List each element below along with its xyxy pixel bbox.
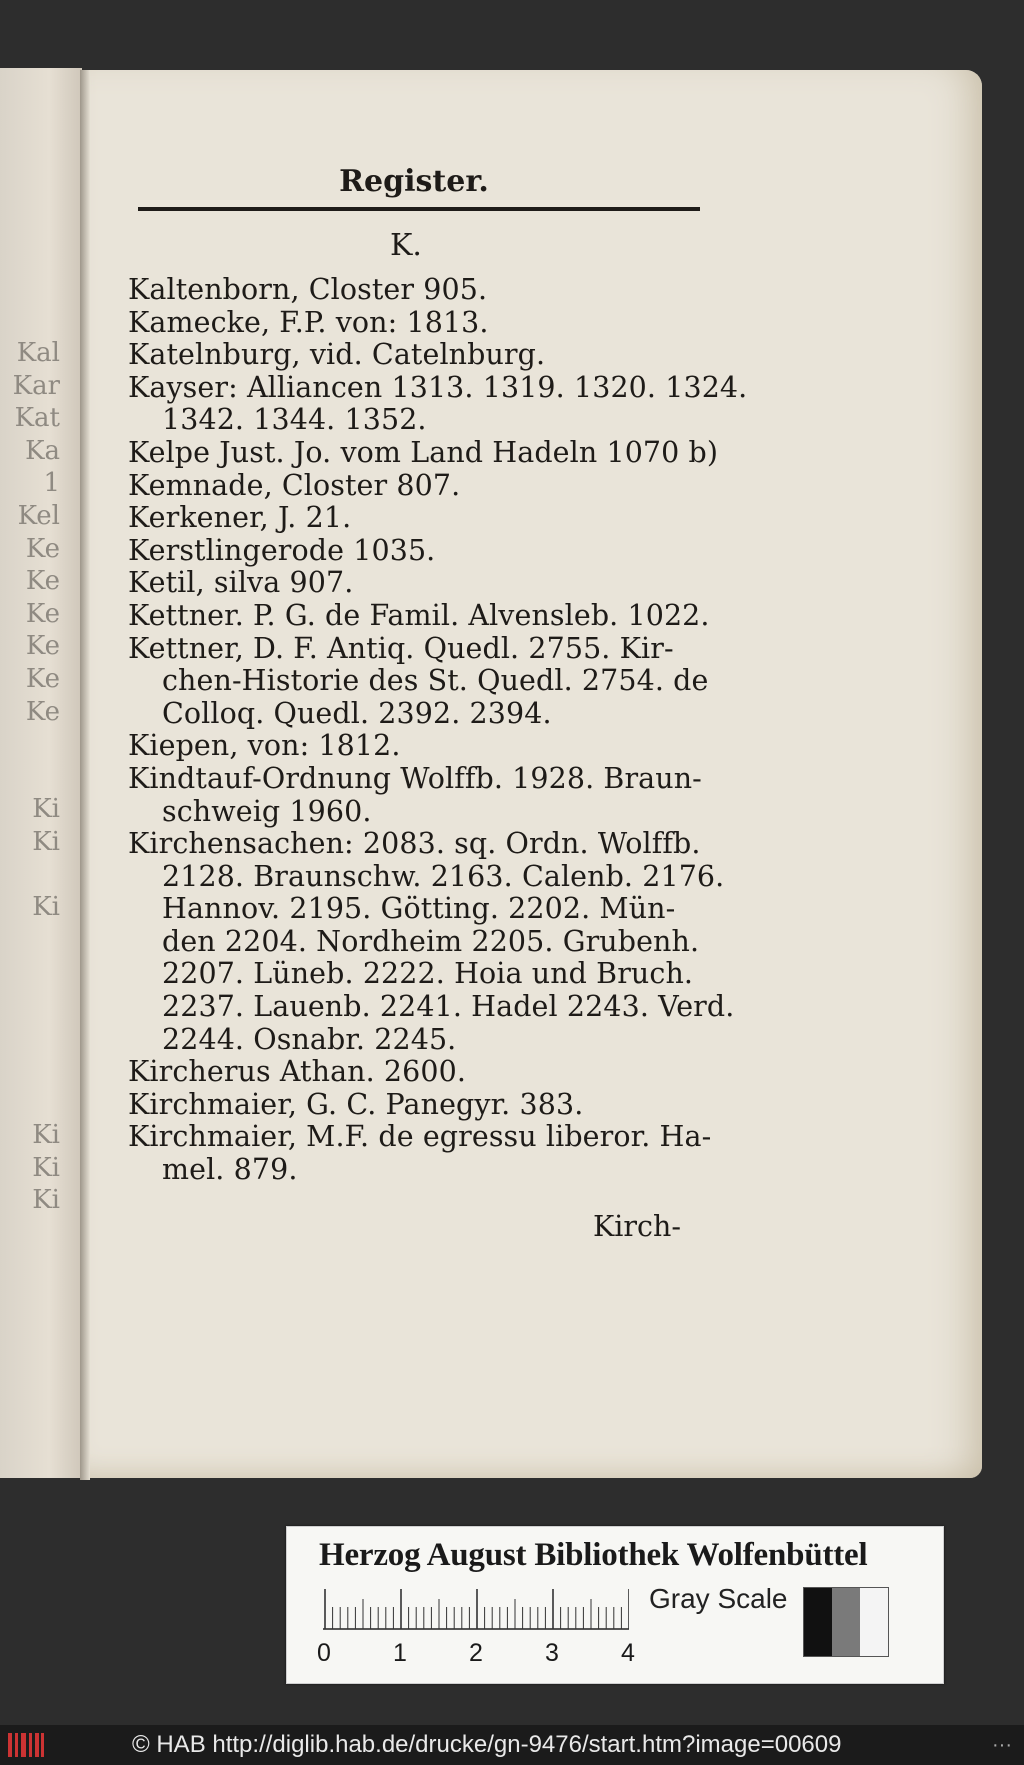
register-entry	[128, 1120, 712, 1187]
facing-page-word: Ke	[25, 663, 60, 694]
facing-page-edge	[0, 68, 82, 1478]
section-letter: K.	[390, 228, 422, 263]
ruler-number: 0	[317, 1639, 331, 1667]
register-entry	[128, 307, 708, 340]
entry-continuation-line: 2244. Osnabr. 2245.	[162, 1022, 457, 1056]
gray-swatch	[860, 1588, 888, 1656]
entry-first-line: Kelpe Just. Jo. vom Land Hadeln 1070 b)	[128, 435, 719, 469]
entry-continuation-line: 2237. Lauenb. 2241. Hadel 2243. Verd.	[162, 990, 735, 1024]
entry-first-line: Kerstlingerode 1035.	[128, 533, 436, 567]
entry-first-line: Kemnade, Closter 807.	[128, 468, 461, 502]
facing-page-word: Ke	[25, 533, 60, 564]
register-entry	[128, 435, 719, 470]
ruler-number: 4	[621, 1639, 635, 1667]
facing-page-word	[0, 1088, 60, 1121]
register-entries	[128, 273, 748, 1187]
entry-continuation-line: Colloq. Quedl. 2392. 2394.	[162, 696, 552, 730]
ruler-number: 2	[469, 1639, 483, 1667]
gray-swatch	[832, 1588, 860, 1656]
entry-first-line: Katelnburg, vid. Catelnburg.	[128, 338, 546, 372]
entry-first-line: Kiepen, von: 1812.	[128, 729, 401, 763]
entry-first-line: Kamecke, F.P. von: 1813.	[128, 305, 489, 339]
entry-continuation-line: Hannov. 2195. Götting. 2202. Mün-	[162, 892, 676, 926]
facing-page-word	[0, 1022, 60, 1055]
facing-page-word	[0, 957, 60, 990]
entry-first-line: Kayser: Alliancen 1313. 1319. 1320. 1324.	[128, 370, 748, 404]
entry-continuation-line: 1342. 1344. 1352.	[162, 403, 427, 437]
facing-page-word: Ki	[32, 826, 60, 857]
facing-page-word	[0, 990, 60, 1023]
register-entry	[128, 633, 708, 731]
facing-page-word: Ka	[25, 435, 60, 466]
facing-page-word: 1	[43, 468, 60, 499]
entry-first-line: Kerkener, J. 21.	[128, 501, 352, 535]
facing-page-margin-words	[0, 338, 60, 1218]
entry-continuation-line: 2207. Lüneb. 2222. Hoia und Bruch.	[162, 957, 694, 991]
head-rule	[138, 207, 700, 211]
facing-page-word: Kar	[12, 370, 60, 401]
entry-continuation-line: mel. 879.	[162, 1153, 298, 1187]
more-icon[interactable]: ···	[992, 1734, 1012, 1756]
copyright-url[interactable]: © HAB http://diglib.hab.de/drucke/gn-9476/start.htm?image=00609	[132, 1731, 842, 1758]
library-name: Herzog August Bibliothek Wolfenbüttel	[319, 1537, 868, 1573]
catchword: Kirch-	[593, 1210, 681, 1243]
facing-page-word: Ke	[25, 598, 60, 629]
facing-page-word	[0, 860, 60, 893]
facing-page-word: Ki	[32, 1152, 60, 1183]
entry-continuation-line: 2128. Braunschw. 2163. Calenb. 2176.	[162, 859, 725, 893]
facing-page-word: Ke	[25, 631, 60, 662]
facing-page-word: Ki	[32, 1185, 60, 1216]
facing-page-word: Kat	[14, 403, 60, 434]
register-entry	[128, 730, 708, 763]
entry-first-line: Kirchensachen: 2083. sq. Ordn. Wolffb.	[128, 827, 701, 861]
gray-scale-swatches	[803, 1587, 889, 1657]
entry-continuation-line: chen-Historie des St. Quedl. 2754. de	[162, 664, 709, 698]
facing-page-word: Kel	[17, 500, 60, 531]
facing-page-word: Ke	[25, 696, 60, 727]
ruler-number: 1	[393, 1639, 407, 1667]
entry-continuation-line: den 2204. Nordheim 2205. Grubenh.	[162, 924, 700, 958]
ruler-number: 3	[545, 1639, 559, 1667]
facing-page-word: Ke	[25, 566, 60, 597]
facing-page-word	[0, 1055, 60, 1088]
running-head: Register.	[339, 164, 489, 199]
facing-page-word	[0, 762, 60, 795]
facing-page-word	[0, 729, 60, 762]
facing-page-word: Ki	[32, 1120, 60, 1151]
register-entry	[128, 1089, 708, 1122]
page-text	[128, 164, 748, 1243]
entry-first-line: Kirchmaier, G. C. Panegyr. 383.	[128, 1087, 584, 1121]
facing-page-word: Kal	[16, 338, 60, 368]
facing-page-word: Ki	[32, 892, 60, 923]
entry-first-line: Kircherus Athan. 2600.	[128, 1055, 467, 1089]
register-entry	[128, 600, 708, 633]
register-entry	[128, 470, 708, 503]
register-entry	[128, 370, 748, 437]
ruler-numbers	[317, 1639, 637, 1673]
color-reference-card	[286, 1526, 944, 1684]
register-entry	[128, 274, 708, 307]
entry-first-line: Kettner. P. G. de Famil. Alvensleb. 1022.	[128, 598, 710, 632]
register-entry	[128, 535, 708, 568]
entry-continuation-line: schweig 1960.	[162, 794, 372, 828]
facing-page-word: Ki	[32, 794, 60, 825]
register-entry	[128, 339, 708, 372]
entry-first-line: Kettner, D. F. Antiq. Quedl. 2755. Kir-	[128, 631, 674, 665]
gutter-shadow	[80, 70, 90, 1480]
entry-first-line: Kaltenborn, Closter 905.	[128, 273, 488, 306]
register-entry	[128, 1056, 708, 1089]
register-entry	[128, 827, 735, 1056]
gray-scale-label: Gray Scale	[649, 1583, 788, 1614]
entry-first-line: Kindtauf-Ordnung Wolffb. 1928. Braun-	[128, 761, 702, 795]
footer-bar	[0, 1725, 1024, 1765]
facing-page-word	[0, 925, 60, 958]
ruler-scale	[323, 1589, 629, 1631]
register-entry	[128, 567, 708, 600]
entry-first-line: Kirchmaier, M.F. de egressu liberor. Ha-	[128, 1120, 712, 1154]
gray-swatch	[804, 1588, 832, 1656]
entry-first-line: Ketil, silva 907.	[128, 566, 354, 600]
register-entry	[128, 502, 708, 535]
hab-logo-icon	[6, 1731, 46, 1759]
register-entry	[128, 763, 708, 828]
